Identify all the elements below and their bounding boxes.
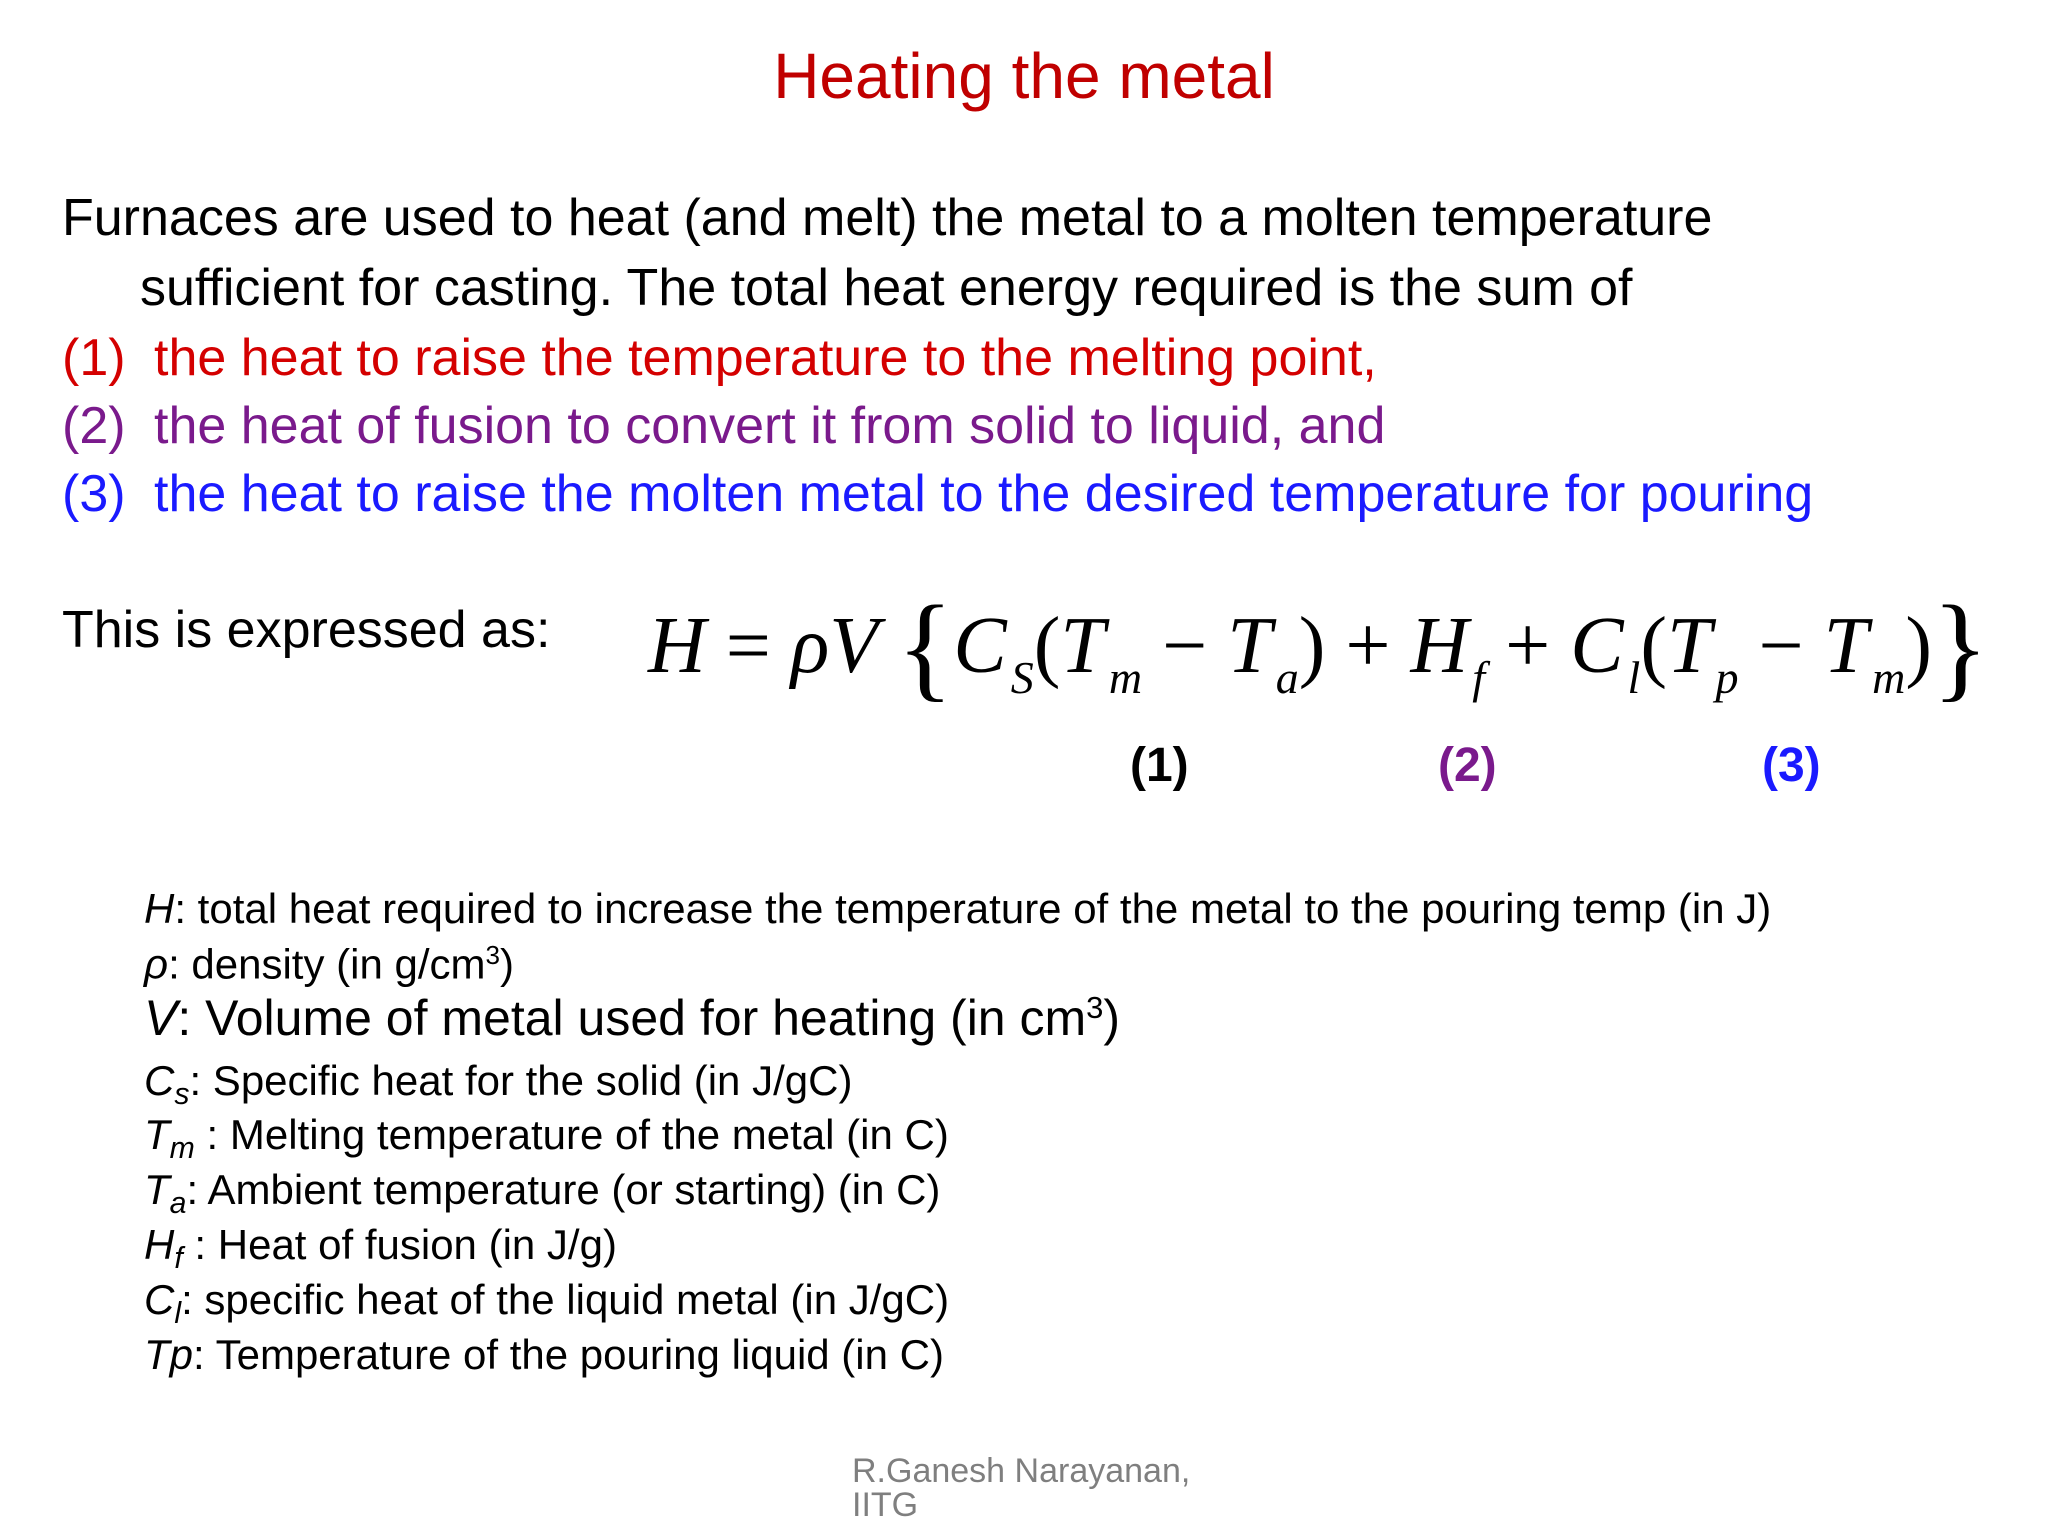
item-2-number: (2) xyxy=(62,397,126,455)
eq-right-brace: } xyxy=(1931,581,1989,712)
eq-sub-m: m xyxy=(1108,651,1143,703)
eq-equals: = xyxy=(725,601,771,690)
def-sup: 3 xyxy=(1086,990,1104,1025)
eq-rparen: ) xyxy=(1905,601,1932,690)
eq-sub-a: a xyxy=(1275,651,1299,703)
def-V xyxy=(144,990,1121,1047)
eq-H: H xyxy=(1410,601,1469,690)
item-3-text: the heat to raise the molten metal to the desired temperature for pouring xyxy=(154,465,1814,523)
item-1-number: (1) xyxy=(62,329,126,387)
expressed-label: This is expressed as: xyxy=(62,601,551,659)
def-subscript: f xyxy=(174,1242,183,1276)
def-symbol: C xyxy=(144,1057,175,1104)
item-2 xyxy=(62,397,1386,455)
def-rho xyxy=(144,940,514,988)
def-tail: ) xyxy=(1103,990,1121,1047)
eq-T: T xyxy=(1666,601,1712,690)
item-3 xyxy=(62,465,1814,523)
def-text: : total heat required to increase the temperature of the metal to the pouring temp (in J) xyxy=(174,885,1772,932)
def-symbol: Tp xyxy=(144,1331,194,1378)
def-text: : Specific heat for the solid (in J/gC) xyxy=(189,1057,853,1104)
def-symbol: H xyxy=(144,885,175,932)
def-Cs xyxy=(144,1057,853,1112)
author-credit: R.Ganesh Narayanan, IITG xyxy=(852,1452,1191,1524)
item-2-text: the heat of fusion to convert it from solid to liquid, and xyxy=(154,397,1386,455)
def-text: : Melting temperature of the metal (in C) xyxy=(194,1111,949,1158)
eq-C: C xyxy=(1570,601,1624,690)
def-symbol: C xyxy=(144,1276,175,1323)
eq-minus: − xyxy=(1758,601,1804,690)
eq-sub-p: p xyxy=(1715,651,1739,703)
slide-title: Heating the metal xyxy=(773,40,1275,112)
def-subscript: l xyxy=(174,1297,182,1331)
item-3-number: (3) xyxy=(62,465,126,523)
eq-rparen: ) xyxy=(1298,601,1326,690)
term-label-3: (3) xyxy=(1762,739,1821,792)
def-sup: 3 xyxy=(485,940,500,970)
def-Tm xyxy=(144,1111,949,1166)
def-tail: ) xyxy=(500,940,514,988)
def-text: : Ambient temperature (or starting) (in C) xyxy=(186,1166,941,1213)
eq-plus: + xyxy=(1505,601,1551,690)
def-symbol: T xyxy=(144,1166,170,1213)
eq-H: H xyxy=(648,601,706,690)
eq-sub-f: f xyxy=(1472,651,1486,703)
eq-rho: ρ xyxy=(790,601,830,690)
eq-T: T xyxy=(1227,601,1272,690)
eq-lparen: ( xyxy=(1640,601,1667,690)
item-1-text: the heat to raise the temperature to the melting point, xyxy=(154,329,1377,387)
eq-T: T xyxy=(1823,601,1869,690)
def-subscript: a xyxy=(169,1187,187,1221)
eq-sub-l: l xyxy=(1627,651,1641,703)
def-text: : specific heat of the liquid metal (in J/gC) xyxy=(181,1276,950,1323)
def-text: : Heat of fusion (in J/g) xyxy=(182,1221,617,1268)
def-symbol: V xyxy=(144,990,178,1047)
eq-plus: + xyxy=(1345,601,1391,690)
def-symbol: ρ xyxy=(144,940,169,988)
def-text: : density (in g/cm xyxy=(168,940,486,988)
eq-T: T xyxy=(1060,601,1105,690)
def-Cl xyxy=(144,1276,950,1331)
def-H xyxy=(144,885,1772,932)
eq-sub-S: S xyxy=(1010,651,1034,703)
def-symbol: H xyxy=(144,1221,175,1268)
def-Hf xyxy=(144,1221,617,1276)
eq-left-brace: { xyxy=(896,581,954,712)
term-label-1: (1) xyxy=(1130,739,1189,792)
def-text: : Temperature of the pouring liquid (in C) xyxy=(193,1331,944,1378)
eq-lparen: ( xyxy=(1033,601,1061,690)
term-label-2: (2) xyxy=(1438,739,1497,792)
def-subscript: m xyxy=(169,1132,195,1166)
def-Ta xyxy=(144,1166,941,1221)
def-symbol: T xyxy=(144,1111,170,1158)
def-subscript: s xyxy=(174,1078,190,1112)
intro-line-1: Furnaces are used to heat (and melt) the metal to a molten temperature xyxy=(62,189,1713,247)
eq-sub-m: m xyxy=(1872,651,1906,703)
eq-C: C xyxy=(953,601,1007,690)
item-1 xyxy=(62,329,1377,387)
heat-equation xyxy=(648,581,1989,712)
def-Tp xyxy=(144,1331,944,1378)
eq-V: V xyxy=(829,601,877,690)
def-text: : Volume of metal used for heating (in cm xyxy=(177,990,1087,1047)
intro-line-2: sufficient for casting. The total heat energy required is the sum of xyxy=(140,259,1633,317)
eq-minus: − xyxy=(1162,601,1208,690)
